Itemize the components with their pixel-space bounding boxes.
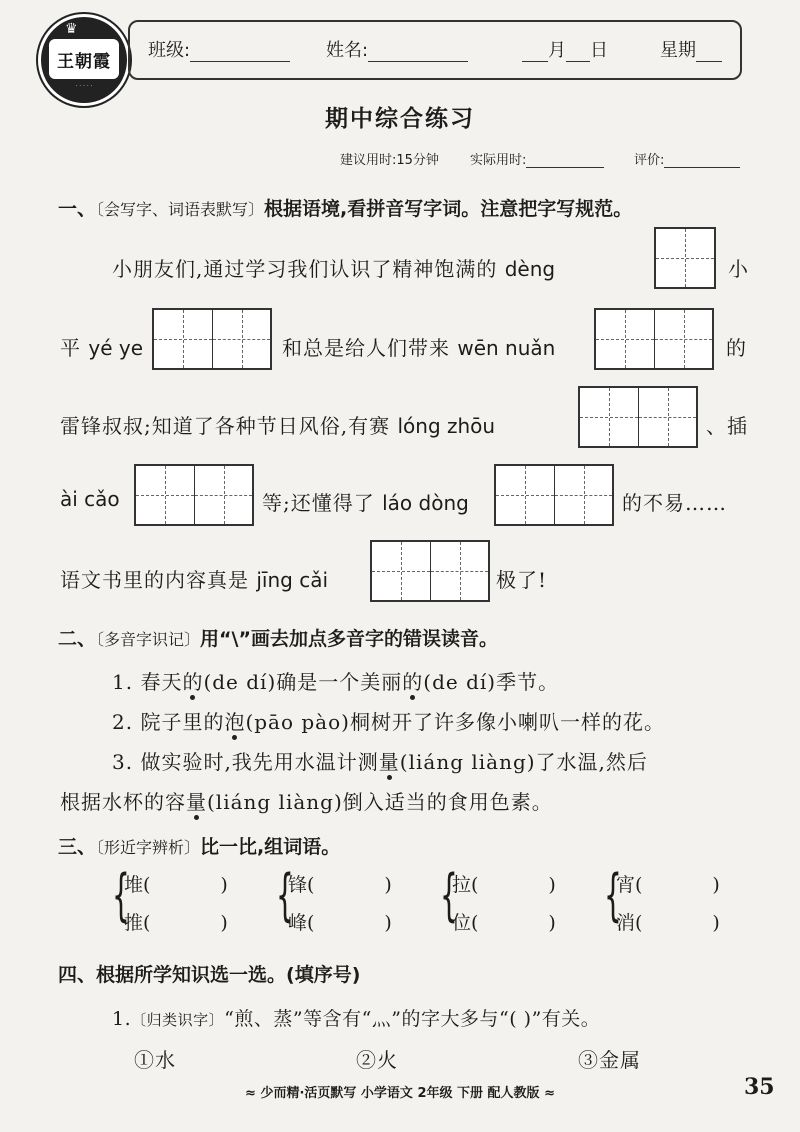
passage-line-3 xyxy=(60,410,495,439)
question-tag: 〔归类识字〕 xyxy=(131,1011,225,1029)
class-blank[interactable] xyxy=(190,43,290,62)
grid-cell[interactable] xyxy=(372,542,430,600)
item-text[interactable]: (de dí)确是一个美丽 xyxy=(203,670,403,694)
section2-item-3 xyxy=(112,746,648,775)
item-text: 2. 院子里的 xyxy=(112,710,225,734)
section2-instruction: 用“\”画去加点多音字的错误读音。 xyxy=(200,628,498,650)
answer-grid-longzhou[interactable] xyxy=(578,386,698,448)
passage-line-4b xyxy=(262,487,469,516)
question-number: 1. xyxy=(112,1008,132,1030)
pinyin-deng: dèng xyxy=(504,257,556,281)
item-text[interactable]: (liáng liàng)了水温,然后 xyxy=(399,750,648,774)
pinyin-yeye: yé ye xyxy=(88,336,143,360)
section3-heading xyxy=(58,832,340,859)
question-text[interactable]: “煎、蒸”等含有“灬”的字大多与“( )”有关。 xyxy=(224,1008,601,1030)
passage-line-2 xyxy=(60,332,143,361)
class-label: 班级: xyxy=(148,40,191,61)
answer-grid-yeye[interactable] xyxy=(152,308,272,370)
day-blank[interactable] xyxy=(566,43,590,62)
evaluation-blank[interactable] xyxy=(664,153,740,168)
section2-item-1 xyxy=(112,666,559,695)
section3-tag: 〔形近字辨析〕 xyxy=(96,838,201,857)
passage-text: 的不易…… xyxy=(622,491,727,515)
answer-grid-aicao[interactable] xyxy=(134,464,254,526)
item-text: 1. 春天 xyxy=(112,670,183,694)
passage-text: 小 xyxy=(728,257,749,281)
answer-grid-wennuan[interactable] xyxy=(594,308,714,370)
footer-info: ≈ 少而精·活页默写 小学语文 2年级 下册 配人教版 ≈ xyxy=(245,1086,555,1101)
page-title: 期中综合练习 xyxy=(325,106,475,132)
date-field xyxy=(522,36,608,62)
dotted-char: 的 xyxy=(182,670,204,694)
section1-instruction: 根据语境,看拼音写字词。注意把字写规范。 xyxy=(264,198,633,220)
passage-line-4 xyxy=(60,487,120,511)
answer-grid-deng[interactable] xyxy=(654,227,716,289)
pinyin-laodong: láo dòng xyxy=(382,491,469,515)
section1-number: 一、 xyxy=(58,198,97,220)
item-text: 3. 做实验时,我先用水温计测 xyxy=(112,750,379,774)
dotted-char: 泡 xyxy=(224,710,246,734)
section1-heading xyxy=(58,194,632,221)
logo-subtext: · · · · · xyxy=(75,83,93,90)
option-3[interactable]: ③金属 xyxy=(578,1048,641,1072)
name-field xyxy=(326,36,468,62)
section3-number: 三、 xyxy=(58,836,97,858)
brace-icon: { xyxy=(440,863,458,928)
grid-cell[interactable] xyxy=(430,542,488,600)
section4-instruction: 根据所学知识选一选。(填序号) xyxy=(96,964,361,986)
word-pair-item[interactable]: 拉( ) xyxy=(452,874,556,896)
evaluation-field xyxy=(634,149,740,168)
passage-line-1 xyxy=(112,253,555,282)
passage-text: 和总是给人们带来 xyxy=(282,336,450,360)
dotted-char: 的 xyxy=(402,670,424,694)
passage-text: 、插 xyxy=(706,414,748,438)
pinyin-aicao: ài cǎo xyxy=(60,487,120,511)
actual-time-blank[interactable] xyxy=(526,153,604,168)
grid-cell[interactable] xyxy=(656,229,714,287)
passage-text: 的 xyxy=(726,336,747,360)
name-blank[interactable] xyxy=(368,43,468,62)
word-pair-item[interactable]: 堆( ) xyxy=(124,874,228,896)
passage-text: 等;还懂得了 xyxy=(262,491,375,515)
grid-cell[interactable] xyxy=(654,310,712,368)
answer-grid-laodong[interactable] xyxy=(494,464,614,526)
section2-heading xyxy=(58,624,498,651)
section2-item-2 xyxy=(112,706,665,735)
student-info-bar xyxy=(128,20,742,80)
grid-cell[interactable] xyxy=(580,388,638,446)
item-text[interactable]: (liáng liàng)倒入适当的食用色素。 xyxy=(207,790,553,814)
word-pair-item[interactable]: 峰( ) xyxy=(288,912,392,934)
actual-time-label: 实际用时: xyxy=(470,153,527,168)
pinyin-jingcai: jīng cǎi xyxy=(256,568,329,592)
brace-icon: { xyxy=(604,863,622,928)
class-field xyxy=(148,36,290,62)
section2-item-3-cont xyxy=(60,786,553,815)
brace-icon: { xyxy=(112,863,130,928)
option-1[interactable]: ①水 xyxy=(134,1048,176,1072)
section4-heading xyxy=(58,960,360,987)
word-pair-item[interactable]: 消( ) xyxy=(616,912,720,934)
section2-number: 二、 xyxy=(58,628,97,650)
grid-cell[interactable] xyxy=(554,466,612,524)
section1-tag: 〔会写字、词语表默写〕 xyxy=(96,200,265,219)
name-label: 姓名: xyxy=(326,40,369,61)
logo-text: 王朝霞 xyxy=(49,39,119,79)
weekday-blank[interactable] xyxy=(696,43,722,62)
actual-time-field xyxy=(470,149,604,168)
grid-cell[interactable] xyxy=(136,466,194,524)
word-pair-item[interactable]: 锋( ) xyxy=(288,874,392,896)
grid-cell[interactable] xyxy=(496,466,554,524)
passage-line-2b xyxy=(282,332,555,361)
brace-icon: { xyxy=(276,863,294,928)
item-text: 根据水杯的容 xyxy=(60,790,186,814)
passage-text: 雷锋叔叔;知道了各种节日风俗,有赛 xyxy=(60,414,391,438)
item-text[interactable]: (de dí)季节。 xyxy=(423,670,560,694)
page-number: 35 xyxy=(744,1074,775,1100)
passage-text: 小朋友们,通过学习我们认识了精神饱满的 xyxy=(112,257,498,281)
section4-question-1 xyxy=(112,1004,600,1031)
day-label: 日 xyxy=(590,40,608,61)
month-blank[interactable] xyxy=(522,43,548,62)
grid-cell[interactable] xyxy=(194,466,252,524)
grid-cell[interactable] xyxy=(212,310,270,368)
option-2[interactable]: ②火 xyxy=(356,1048,398,1072)
dotted-char: 量 xyxy=(186,790,207,814)
evaluation-label: 评价: xyxy=(634,153,665,168)
grid-cell[interactable] xyxy=(596,310,654,368)
pinyin-longzhou: lóng zhōu xyxy=(397,414,496,438)
pinyin-wennuan: wēn nuǎn xyxy=(457,336,556,360)
month-label: 月 xyxy=(548,40,566,61)
weekday-field xyxy=(660,36,722,62)
word-pair-item[interactable]: 宵( ) xyxy=(616,874,720,896)
grid-cell[interactable] xyxy=(638,388,696,446)
word-pair-item[interactable]: 位( ) xyxy=(452,912,556,934)
passage-text: 平 xyxy=(60,336,81,360)
answer-grid-jingcai[interactable] xyxy=(370,540,490,602)
section2-tag: 〔多音字识记〕 xyxy=(96,630,201,649)
passage-text: 语文书里的内容真是 xyxy=(60,568,249,592)
section3-instruction: 比一比,组词语。 xyxy=(200,836,341,858)
dotted-char: 量 xyxy=(378,750,400,774)
section4-number: 四、 xyxy=(58,964,97,986)
item-text[interactable]: (pāo pào)桐树开了许多像小喇叭一样的花。 xyxy=(245,710,665,734)
weekday-label: 星期 xyxy=(660,40,696,61)
grid-cell[interactable] xyxy=(154,310,212,368)
passage-line-5 xyxy=(60,564,328,593)
suggested-time: 建议用时:15分钟 xyxy=(340,153,439,168)
brand-logo xyxy=(38,14,130,106)
crown-icon: ♛ xyxy=(65,21,78,37)
word-pair-item[interactable]: 推( ) xyxy=(124,912,228,934)
passage-text: 极了! xyxy=(496,568,548,592)
